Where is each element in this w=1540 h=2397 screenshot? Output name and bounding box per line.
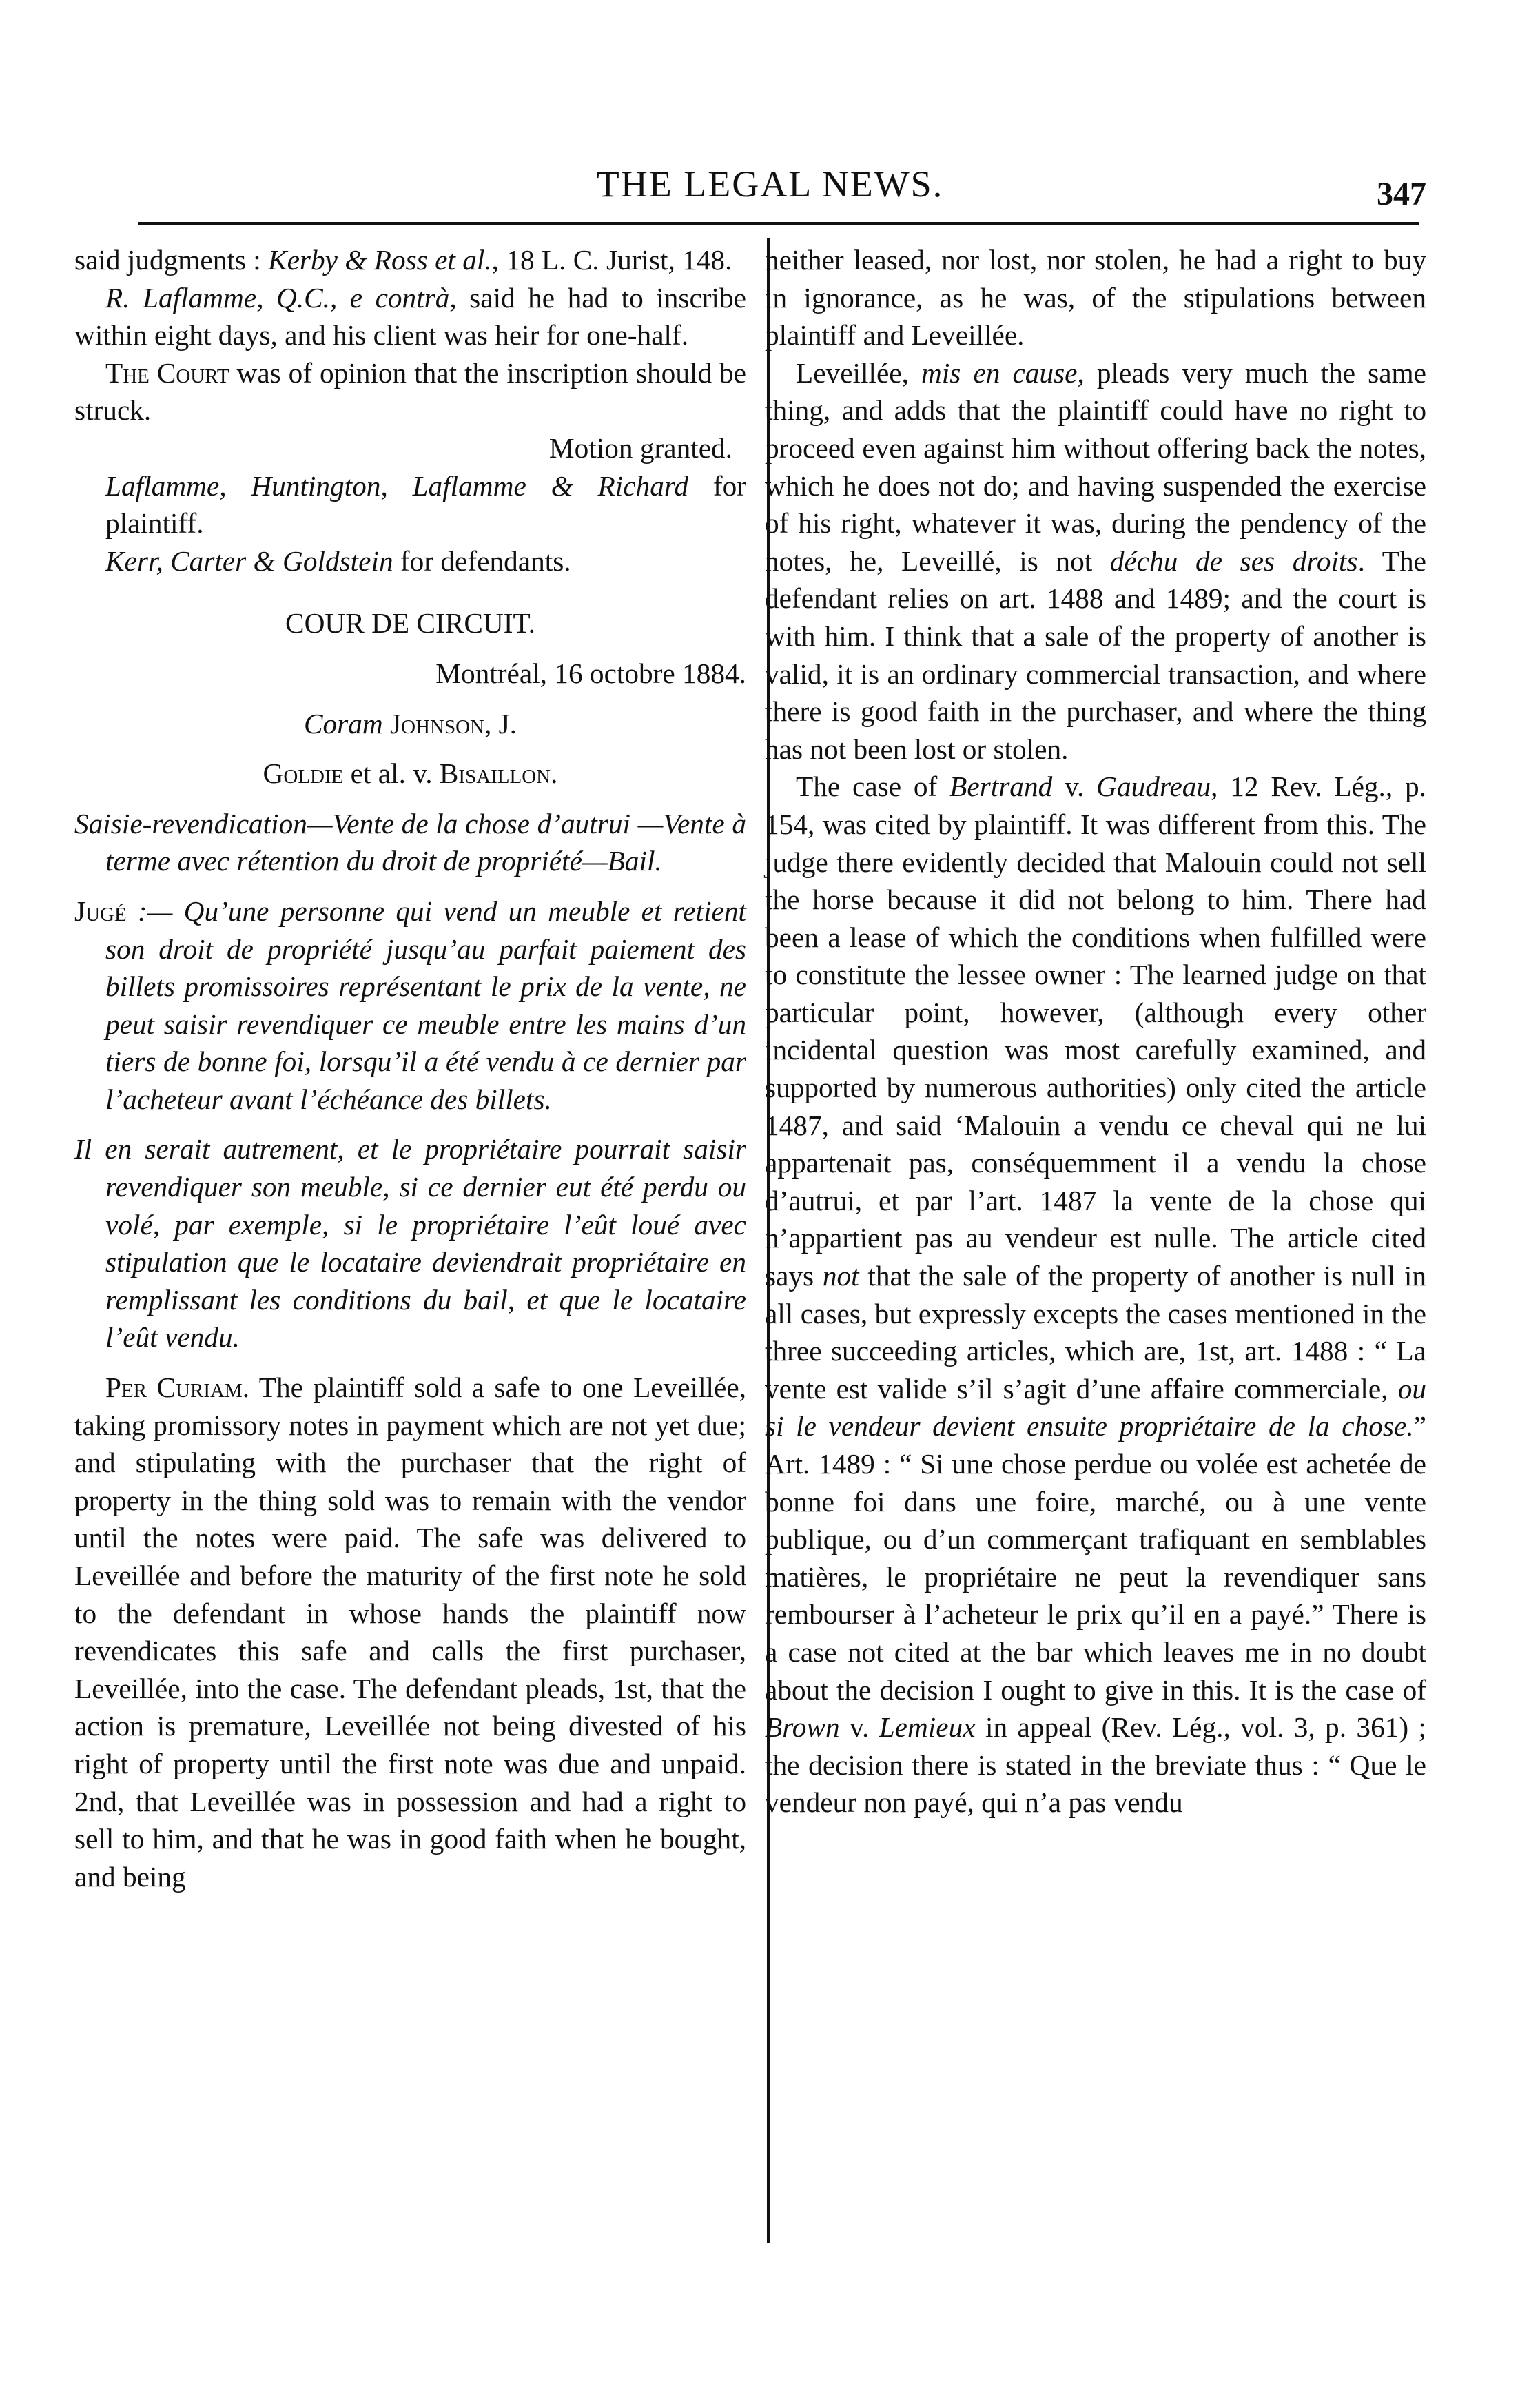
paragraph-laflamme: R. Laflamme, Q.C., e contrà, said he had to inscribe within eight days, and his client was heir for one-half. <box>74 281 746 351</box>
header-rule <box>138 222 1419 225</box>
left-column <box>74 241 746 1895</box>
running-header-title: THE LEGAL NEWS. <box>596 163 944 205</box>
motion-result: Motion granted. <box>548 431 732 464</box>
right-column <box>765 241 1426 1822</box>
counsel-defendant: Kerr, Carter & Goldstein for defendants. <box>105 544 571 577</box>
per-curiam-paragraph: Per Curiam. The plaintiff sold a safe to one Leveillée, taking promissory notes in payment which are not yet due; and stipulating with the purchaser that the right of property in the thing sold was to remain with the vendor until the notes were paid. The safe was delivered to Leveillée and before the maturity of the first note he sold to the defendant in whose hands the plaintiff now revendicates this safe and calls the first purchaser, Leveillée, into the case. The defendant pleads, 1st, that the action is premature, Leveillée not being divested of his right of property until the first note was due and unpaid. 2nd, that Leveillée was in possession and had a right to sell to him, and that he was in good faith when he bought, and being <box>74 1371 747 1893</box>
court-heading: COUR DE CIRCUIT. <box>285 607 535 640</box>
case-parties: Goldie et al. v. Bisaillon. <box>263 757 558 790</box>
coram-line: Coram Johnson, J. <box>303 707 517 740</box>
paragraph-continuation: neither leased, nor lost, nor stolen, he had a right to buy in ignorance, as he was, of the stipulations between plaintiff and Leveillée. <box>765 244 1426 351</box>
case-keywords: Saisie-revendication—Vente de la chose d’autrui —Vente à terme avec rétention du droit de propriété—Bail. <box>74 807 746 877</box>
paragraph-court-opinion: The Court was of opinion that the inscription should be struck. <box>74 356 747 427</box>
paragraph-bertrand-case: The case of Bertrand v. Gaudreau, 12 Rev. Lég., p. 154, was cited by plaintiff. It was different from this. The judge there evidently decided that Malouin could not sell the horse because it did not belong to him. There had been a lease of which the conditions when fulfilled were to constitute the lessee owner : The learned judge on that particular point, however, (although every other incidental question was most carefully examined, and supported by numerous authorities) only cited the article 1487, and said ‘Malouin a vendu ce cheval qui ne lui appartenait pas, conséquemment il a vendu la chose d’autrui, et par l’art. 1487 la vente de la chose qui n’appartient pas au vendeur est nulle. The article cited says not that the sale of the property of another is null in all cases, but expressly excepts the cases mentioned in the three succeeding articles, which are, 1st, art. 1488 : “ La vente est valide s’il s’agit d’une affaire commerciale, ou si le vendeur devient ensuite propriétaire de la chose.” Art. 1489 : “ Si une chose perdue ou volée est achetée de bonne foi dans une foire, marché, ou à une vente publique, ou d’un commerçant trafiquant en semblables matières, le propriétaire ne peut la revendiquer sans rembourser à l’acheteur le prix qu’il en a payé.” There is a case not cited at the bar which leaves me in no doubt about the decision I ought to give in this. It is the case of Brown v. Lemieux in appeal (Rev. Lég., vol. 3, p. 361) ; the decision there is stated in the breviate thus : “ Que le vendeur non payé, qui n’a pas vendu <box>765 771 1426 1819</box>
counsel-name: R. Laflamme, Q.C., e contrà, <box>105 281 457 314</box>
case-citation: Kerby & Ross et al. <box>268 244 492 276</box>
holding-paragraph: Jugé :— Qu’une personne qui vend un meuble et retient son droit de propriété jusqu’au parfait paiement des billets promissoires représentant le prix de la vente, ne peut saisir revendiquer ce meuble entre les mains d’un tiers de bonne foi, lorsqu’il a été vendu à ce dernier par l’acheteur avant l’échéance des billets. <box>74 895 746 1115</box>
paragraph-leveillee-plea: Leveillée, mis en cause, pleads very much the same thing, and adds that the plaintiff could have no right to proceed even against him without offering back the notes, which he does not do; and having suspended the exercise of his right, whatever it was, during the pendency of the notes, he, Leveillé, is not déchu de ses droits. The defendant relies on art. 1488 and 1489; and the court is with him. I think that a sale of the property of another is valid, it is an ordinary commercial transaction, and where there is good faith in the purchaser, and where the thing has not been lost or stolen. <box>765 356 1427 765</box>
paragraph-citation-continuation: said judgments : Kerby & Ross et al., 18 L. C. Jurist, 148. <box>74 244 732 276</box>
page-number: 347 <box>1377 176 1426 212</box>
place-date: Montréal, 16 octobre 1884. <box>435 657 746 689</box>
holding-exception-paragraph: Il en serait autrement, et le propriétaire pourrait saisir revendiquer son meuble, si ce dernier eut été perdu ou volé, par exemple, si le propriétaire l’eût loué avec stipulation que le locataire deviendrait propriétaire en remplissant les conditions du bail, et que le locataire l’eût vendu. <box>74 1133 746 1354</box>
counsel-plaintiff: Laflamme, Huntington, Laflamme & Richard for plaintiff. <box>105 469 746 540</box>
